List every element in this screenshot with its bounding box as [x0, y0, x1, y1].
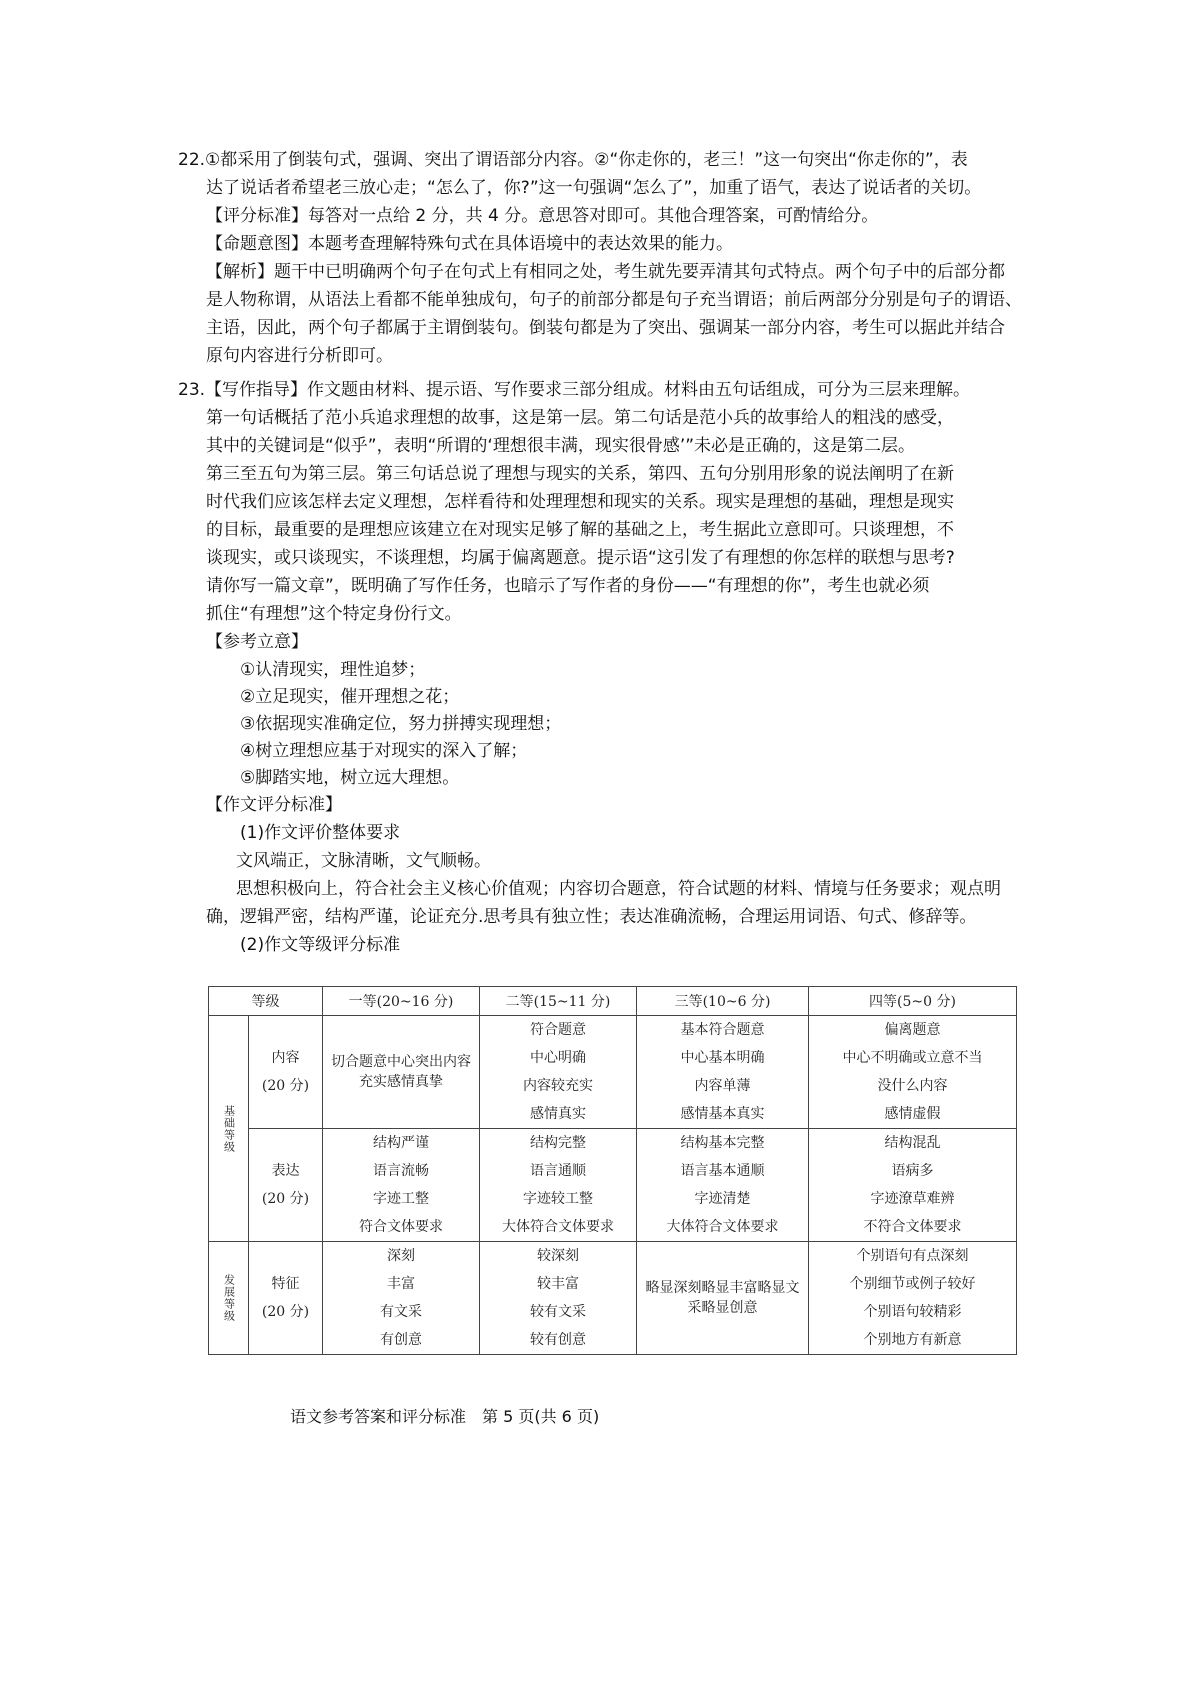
cell-text: 语病多: [891, 1163, 934, 1179]
criterion-points: (20 分): [261, 1191, 310, 1207]
table-cell: [323, 1129, 480, 1242]
criterion-cell: [249, 1129, 323, 1242]
cell-text: 大体符合文体要求: [502, 1219, 614, 1235]
cell-text: 个别语句有点深刻: [856, 1248, 969, 1264]
table-cell: [809, 1242, 1017, 1355]
page-footer: 语文参考答案和评分标准 第 5 页(共 6 页): [290, 1407, 600, 1426]
cell-text: 没什么内容: [877, 1078, 948, 1094]
criterion-cell: [249, 1242, 323, 1355]
cell-text: 结构混乱: [884, 1135, 941, 1151]
analysis-line: 主语，因此，两个句子都属于主谓倒装句。倒装句都是为了突出、强调某一部分内容，考生可以据此并结合: [206, 318, 1005, 338]
writing-guide-line: 时代我们应该怎样去定义理想，怎样看待和处理理想和现实的关系。现实是理想的基础，理想是现实: [206, 492, 954, 512]
table-cell: [637, 1242, 809, 1355]
criterion-cell: [249, 1016, 323, 1129]
cell-text: 有文采: [380, 1304, 422, 1320]
table-cell: [637, 1016, 809, 1129]
cell-text: 较丰富: [537, 1276, 579, 1292]
analysis-line: 【解析】题干中已明确两个句子在句式上有相同之处，考生就先要弄清其句式特点。两个句子中的后部分都: [206, 262, 1005, 282]
cell-text: 基本符合题意: [680, 1022, 765, 1038]
reference-idea-item: ①认清现实，理性追梦；: [240, 660, 426, 680]
cell-text: 不符合文体要求: [863, 1219, 962, 1235]
criteria-text: 思想积极向上，符合社会主义核心价值观；内容切合题意，符合试题的材料、情境与任务要求；观点明: [236, 879, 1001, 899]
cell-text: 字迹清楚: [694, 1191, 751, 1207]
group-cell: [209, 1016, 249, 1242]
cell-text: 字迹潦草难辨: [870, 1191, 955, 1207]
scoring-criteria: 【评分标准】每答对一点给 2 分，共 4 分。意思答对即可。其他合理答案，可酌情给分。: [206, 206, 879, 226]
cell-text: 结构完整: [530, 1135, 586, 1151]
table-cell: [637, 1129, 809, 1242]
reference-idea-item: ⑤脚踏实地，树立远大理想。: [240, 768, 460, 788]
answer-22-line: 22.①都采用了倒装句式，强调、突出了谓语部分内容。②“你走你的，老三！”这一句突出“你走你的”，表: [178, 150, 968, 170]
criteria-text: 文风端正，文脉清晰，文气顺畅。: [236, 851, 491, 871]
table-cell: [480, 1016, 637, 1129]
cell-text: 大体符合文体要求: [666, 1219, 779, 1235]
table-cell: [323, 1016, 480, 1129]
table-header-cell: 三等(10~6 分): [637, 987, 809, 1016]
cell-text: 偏离题意: [884, 1022, 941, 1038]
cell-text: 内容单薄: [694, 1078, 751, 1094]
reference-idea-item: ②立足现实，催开理想之花；: [240, 687, 460, 707]
writing-guide-line: 23.【写作指导】作文题由材料、提示语、写作要求三部分组成。材料由五句话组成，可分为三层来理解。: [178, 380, 971, 400]
cell-text: 个别细节或例子较好: [849, 1276, 976, 1292]
criteria-text: 确，逻辑严密，结构严谨，论证充分.思考具有独立性；表达准确流畅，合理运用词语、句式、修辞等。: [206, 907, 977, 927]
table-cell: [809, 1016, 1017, 1129]
table-header-cell: 四等(5~0 分): [809, 987, 1017, 1016]
analysis-line: 是人物称谓，从语法上看都不能单独成句，句子的前部分都是句子充当谓语；前后两部分分别是句子的谓语、: [206, 290, 1022, 310]
cell-text: 符合题意: [530, 1022, 586, 1038]
table-row: [209, 1129, 1017, 1242]
answer-22: [178, 146, 1058, 370]
table-header-row: [209, 987, 1017, 1016]
writing-guide-line: 其中的关键词是“似乎”，表明“所谓的‘理想很丰满，现实很骨感’”未必是正确的，这是第二层。: [206, 436, 916, 456]
cell-text: 较有创意: [530, 1332, 586, 1348]
table-cell: [809, 1129, 1017, 1242]
criterion-name: 内容: [271, 1050, 300, 1066]
cell-text: 有创意: [380, 1332, 422, 1348]
cell-text: 中心不明确或立意不当: [842, 1050, 983, 1066]
cell-text: 结构基本完整: [680, 1135, 765, 1151]
cell-text: 感情真实: [530, 1106, 586, 1122]
criterion-points: (20 分): [261, 1078, 310, 1094]
writing-guide-line: 请你写一篇文章”，既明确了写作任务，也暗示了写作者的身份——“有理想的你”，考生也就必须: [206, 576, 930, 596]
criterion-points: (20 分): [261, 1304, 310, 1320]
reference-ideas-heading: 【参考立意】: [206, 632, 308, 652]
writing-guide-line: 抓住“有理想”这个特定身份行文。: [206, 604, 462, 624]
table-cell: [480, 1242, 637, 1355]
table-header-cell: 二等(15~11 分): [480, 987, 637, 1016]
criterion-name: 特征: [271, 1276, 300, 1292]
cell-text: 语言基本通顺: [680, 1163, 765, 1179]
writing-guide-line: 谈现实，或只谈现实，不谈理想，均属于偏离题意。提示语“这引发了有理想的你怎样的联想与思考?: [206, 548, 955, 568]
table-row: [209, 1016, 1017, 1129]
cell-text: 内容较充实: [523, 1078, 593, 1094]
group-cell: [209, 1242, 249, 1355]
cell-text: 较有文采: [530, 1304, 586, 1320]
grading-table: [208, 986, 1017, 1355]
reference-idea-item: ④树立理想应基于对现实的深入了解；: [240, 741, 528, 761]
cell-text: 感情虚假: [884, 1106, 941, 1122]
cell-text: 个别地方有新意: [863, 1332, 962, 1348]
reference-idea-item: ③依据现实准确定位，努力拼搏实现理想；: [240, 714, 562, 734]
table-header-cell: 等级: [209, 987, 323, 1016]
answer-22-line: 达了说话者希望老三放心走；“怎么了，你?”这一句强调“怎么了”，加重了语气，表达了说话者的关切。: [206, 178, 982, 198]
cell-text: 语言流畅: [373, 1163, 429, 1179]
cell-text: 丰富: [387, 1276, 415, 1292]
writing-guide-line: 的目标，最重要的是理想应该建立在对现实足够了解的基础之上，考生据此立意即可。只谈理想，不: [206, 520, 954, 540]
table-cell: [480, 1129, 637, 1242]
cell-text: 语言通顺: [530, 1163, 586, 1179]
table-cell: [323, 1242, 480, 1355]
answer-23: [178, 376, 1058, 959]
cell-text: 个别语句较精彩: [863, 1304, 962, 1320]
criterion-name: 表达: [271, 1163, 300, 1179]
table-header-cell: 一等(20~16 分): [323, 987, 480, 1016]
group-label: 发展等级: [222, 1274, 236, 1322]
writing-guide-line: 第三至五句为第三层。第三句话总说了理想与现实的关系，第四、五句分别用形象的说法阐明了在新: [206, 464, 954, 484]
analysis-line: 原句内容进行分析即可。: [206, 346, 393, 366]
cell-text: 感情基本真实: [680, 1106, 765, 1122]
cell-text: 切合题意中心突出内容充实感情真挚: [331, 1054, 471, 1090]
cell-text: 深刻: [387, 1248, 415, 1264]
essay-criteria-heading: 【作文评分标准】: [206, 795, 342, 815]
question-intent: 【命题意图】本题考查理解特殊句式在具体语境中的表达效果的能力。: [206, 234, 733, 254]
cell-text: 字迹工整: [373, 1191, 429, 1207]
writing-guide-line: 第一句话概括了范小兵追求理想的故事，这是第一层。第二句话是范小兵的故事给人的粗浅的感受，: [206, 408, 954, 428]
group-label: 基础等级: [222, 1104, 236, 1153]
cell-text: 略显深刻略显丰富略显文采略显创意: [645, 1280, 800, 1316]
criteria-subheading: (2)作文等级评分标准: [240, 935, 401, 955]
cell-text: 结构严谨: [373, 1135, 429, 1151]
cell-text: 较深刻: [537, 1248, 579, 1264]
criteria-subheading: (1)作文评价整体要求: [240, 823, 401, 843]
cell-text: 中心明确: [530, 1050, 586, 1066]
cell-text: 符合文体要求: [359, 1219, 443, 1235]
cell-text: 字迹较工整: [523, 1191, 593, 1207]
table-row: [209, 1242, 1017, 1355]
cell-text: 中心基本明确: [680, 1050, 765, 1066]
